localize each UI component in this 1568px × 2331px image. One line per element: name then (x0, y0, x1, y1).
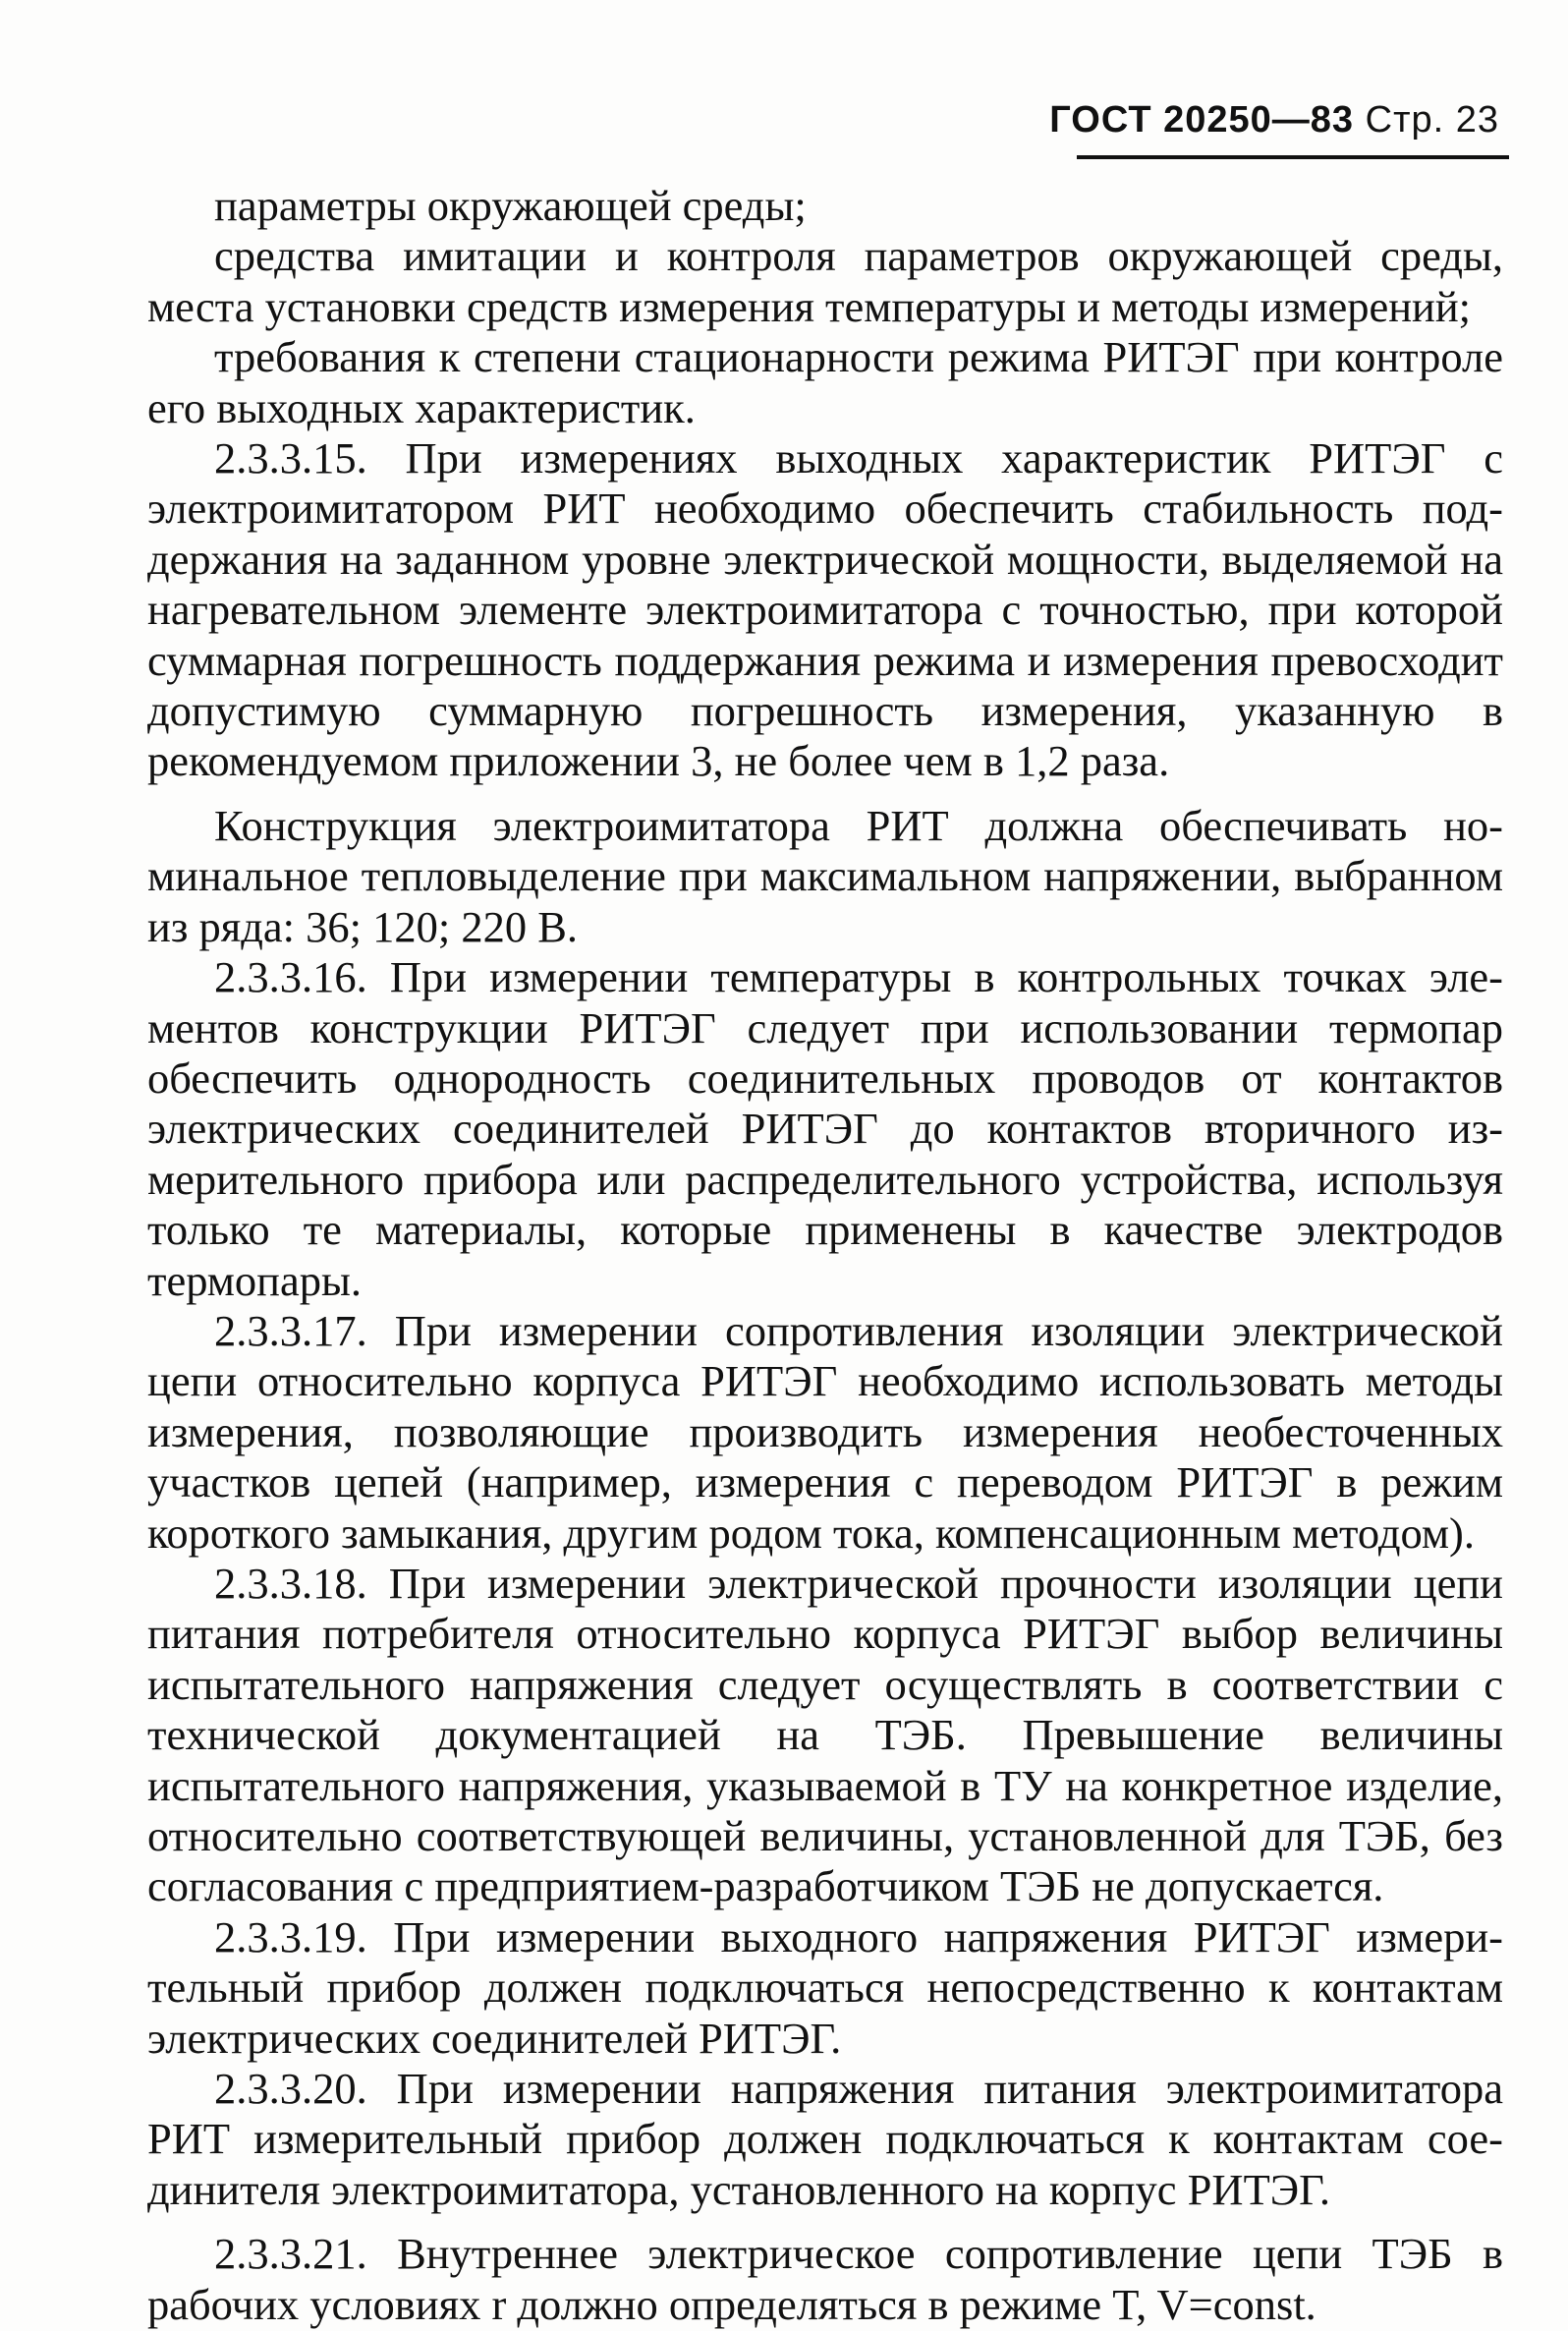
paragraph-2-3-3-21: 2.3.3.21. Внутреннее электрическое сопротивление цепи ТЭБ в рабочих условиях r должно определяться в режиме T, V=const. (147, 2229, 1503, 2329)
standard-number: ГОСТ 20250—83 (1049, 99, 1355, 141)
paragraph-2-3-3-15: 2.3.3.15. При измерениях выходных характеристик РИТЭГ с электроимитатором РИТ необходимо обеспечить стабильность поддержания на заданном уровне электрической мощности, выделяемой на нагревательном элементе электроимитатора с точностью, при которой суммарная погрешность поддержания режима и измерения превосходит допустимую суммарную погрешность измерения, указанную в рекомендуемом приложении 3, не более чем в 1,2 раза. (147, 433, 1503, 786)
paragraph-2-3-3-19: 2.3.3.19. При измерении выходного напряжения РИТЭГ измерительный прибор должен подключаться непосредственно к контактам электрических соединителей РИТЭГ. (147, 1911, 1503, 2063)
paragraph-2-3-3-16: 2.3.3.16. При измерении температуры в контрольных точках элементов конструкции РИТЭГ следует при использовании термопар обеспечить однородность соединительных проводов от контактов электрических соединителей РИТЭГ до контактов вторичного измерительного прибора или распределительного устройства, используя только те материалы, которые применены в качестве электродов термопары. (147, 952, 1503, 1305)
header-rule (1077, 155, 1509, 159)
page-number: Стр. 23 (1365, 99, 1499, 141)
paragraph-stationarity: требования к степени стационарности режима РИТЭГ при контроле его выходных характеристик. (147, 332, 1503, 432)
paragraph-env-params: параметры окружающей среды; (214, 181, 807, 230)
page-header (988, 94, 1499, 145)
paragraph-2-3-3-17: 2.3.3.17. При измерении сопротивления изоляции электрической цепи относительно корпуса РИТЭГ необходимо использовать методы измерения, позволяющие производить измерения необесточенных участков цепей (например, измерения с переводом РИТЭГ в режим короткого замыкания, другим родом тока, компенсационным методом). (147, 1305, 1503, 1558)
paragraph-simulator-design: Конструкция электроимитатора РИТ должна обеспечивать номинальное тепловыделение при максимальном напряжении, выбранном из ряда: 36; 120; 220 В. (147, 800, 1503, 951)
paragraph-2-3-3-18: 2.3.3.18. При измерении электрической прочности изоляции цепи питания потребителя относительно корпуса РИТЭГ выбор величины испытательного напряжения следует осуществлять в соответствии с технической документацией на ТЭБ. Превышение величины испытательного напряжения, указываемой в ТУ на конкретное изделие, относительно соответствующей величины, установленной для ТЭБ, без согласования с предприятием-разработчиком ТЭБ не допускается. (147, 1558, 1503, 1911)
paragraph-env-means: средства имитации и контроля параметров окружающей среды, места установки средств измерения температуры и методы измерений; (147, 231, 1503, 331)
body-text (147, 181, 1503, 2330)
paragraph-2-3-3-20: 2.3.3.20. При измерении напряжения питания электроимитатора РИТ измерительный прибор должен подключаться к контактам соединителя электроимитатора, установленного на корпус РИТЭГ. (147, 2064, 1503, 2214)
